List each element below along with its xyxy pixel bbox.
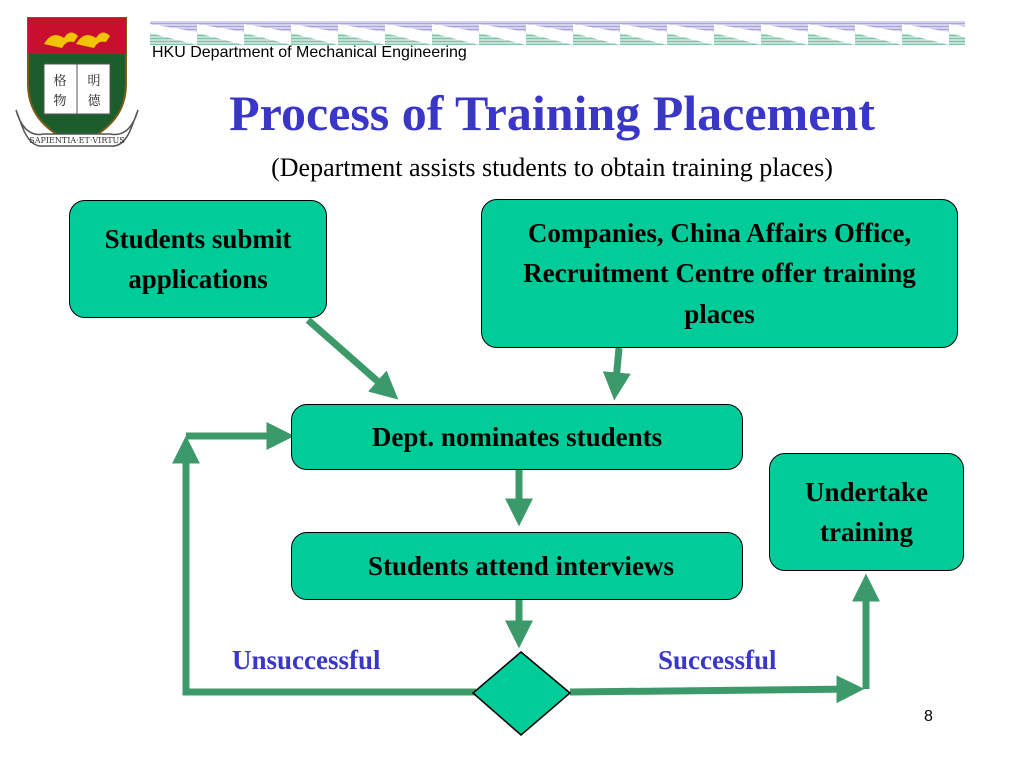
department-label: HKU Department of Mechanical Engineering (152, 44, 467, 61)
arrow-successful-right (570, 689, 856, 692)
box-companies-offer-text: Companies, China Affairs Office, Recruitment Centre offer training places (523, 217, 916, 329)
label-successful: Successful (658, 645, 777, 675)
arrow-submit-to-nominate (308, 320, 392, 394)
box-students-submit (69, 200, 327, 318)
page-number: 8 (924, 708, 933, 725)
crest-char-4: 德 (87, 94, 101, 109)
box-dept-nominates (291, 404, 743, 470)
slide-subtitle: (Department assists students to obtain training places) (271, 153, 833, 182)
box-undertake-training-text: Undertake training (805, 476, 928, 547)
arrow-offer-to-nominate (615, 348, 619, 392)
slide-title: Process of Training Placement (229, 85, 875, 141)
box-attend-interviews (291, 532, 743, 600)
crest-char-2: 明 (87, 74, 101, 89)
decision-diamond (473, 652, 570, 735)
box-dept-nominates-text: Dept. nominates students (371, 421, 663, 452)
box-undertake-training (769, 453, 964, 571)
crest-char-1: 格 (53, 74, 67, 89)
crest-char-3: 物 (53, 94, 67, 109)
crest-motto: SAPIENTIA·ET·VIRTUS (29, 136, 125, 145)
label-unsuccessful: Unsuccessful (232, 645, 381, 675)
box-attend-interviews-text: Students attend interviews (368, 550, 675, 581)
box-companies-offer (481, 199, 958, 348)
box-students-submit-text: Students submit applications (104, 223, 292, 294)
